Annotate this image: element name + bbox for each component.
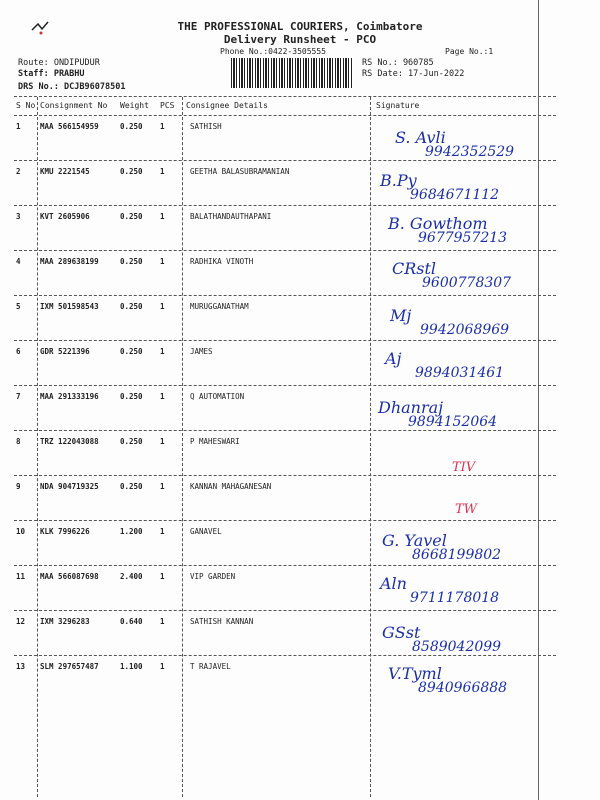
row-weight: 0.640 bbox=[120, 617, 143, 626]
page-number: Page No.:1 bbox=[445, 47, 494, 56]
col-header-sno: S No bbox=[16, 101, 36, 110]
row-consignment: MAA 566154959 bbox=[40, 122, 99, 131]
row-separator bbox=[14, 205, 556, 206]
row-consignee: JAMES bbox=[190, 347, 213, 356]
row-pcs: 1 bbox=[160, 257, 165, 266]
signature-name: B. Gowthom bbox=[388, 214, 488, 233]
row-sno: 8 bbox=[16, 437, 21, 446]
signature-name: Mj bbox=[390, 306, 412, 325]
signature-name: CRstl bbox=[392, 259, 437, 278]
row-pcs: 1 bbox=[160, 527, 165, 536]
runsheet-title: Delivery Runsheet - PCO bbox=[223, 33, 377, 46]
signature-name: GSst bbox=[382, 623, 421, 642]
table-top-border bbox=[14, 96, 556, 97]
row-consignee: VIP GARDEN bbox=[190, 572, 236, 581]
signature-phone: 9942352529 bbox=[425, 144, 515, 160]
row-separator bbox=[14, 250, 556, 251]
row-consignment: GDR 5221396 bbox=[40, 347, 90, 356]
col-header-consignment: Consignment No bbox=[40, 101, 108, 110]
signature-phone: 9942068969 bbox=[420, 322, 510, 338]
row-sno: 11 bbox=[16, 572, 26, 581]
row-pcs: 1 bbox=[160, 302, 165, 311]
row-consignee: T RAJAVEL bbox=[190, 662, 231, 671]
row-sno: 9 bbox=[16, 482, 21, 491]
row-pcs: 1 bbox=[160, 392, 165, 401]
row-consignee: SATHISH bbox=[190, 122, 222, 131]
signature-name: Aln bbox=[380, 574, 407, 593]
signature-name: S. Avli bbox=[395, 128, 446, 147]
row-separator bbox=[14, 160, 556, 161]
row-weight: 1.200 bbox=[120, 527, 143, 536]
row-separator bbox=[14, 655, 556, 656]
signature-phone: 8940966888 bbox=[418, 680, 508, 696]
row-consignee: Q AUTOMATION bbox=[190, 392, 245, 401]
col-divider bbox=[37, 97, 38, 797]
col-header-signature: Signature bbox=[376, 101, 420, 110]
row-weight: 0.250 bbox=[120, 482, 143, 491]
row-consignment: MAA 566087698 bbox=[40, 572, 99, 581]
staff: Staff: PRABHU bbox=[18, 69, 85, 79]
row-consignee: BALATHANDAUTHAPANI bbox=[190, 212, 272, 221]
row-sno: 4 bbox=[16, 257, 21, 266]
signature-name: B.Py bbox=[380, 171, 417, 190]
row-weight: 0.250 bbox=[120, 347, 143, 356]
row-weight: 0.250 bbox=[120, 302, 143, 311]
signature-phone: 9894031461 bbox=[415, 365, 505, 381]
row-consignment: IXM 3296283 bbox=[40, 617, 90, 626]
page-edge-line bbox=[538, 0, 539, 800]
header-bottom-border bbox=[14, 115, 556, 116]
row-sno: 6 bbox=[16, 347, 21, 356]
col-divider bbox=[182, 97, 183, 797]
row-sno: 3 bbox=[16, 212, 21, 221]
signature-phone: 9600778307 bbox=[422, 275, 512, 291]
row-consignment: NDA 904719325 bbox=[40, 482, 99, 491]
col-header-consignee: Consignee Details bbox=[186, 101, 268, 110]
rs-date: RS Date: 17-Jun-2022 bbox=[362, 69, 465, 79]
col-divider bbox=[370, 97, 371, 797]
row-consignment: IXM 501598543 bbox=[40, 302, 99, 311]
row-pcs: 1 bbox=[160, 662, 165, 671]
route: Route: ONDIPUDUR bbox=[18, 58, 100, 68]
row-consignment: KLK 7996226 bbox=[40, 527, 90, 536]
row-consignee: MURUGGANATHAM bbox=[190, 302, 249, 311]
row-consignee: GANAVEL bbox=[190, 527, 222, 536]
signature-phone: 9894152064 bbox=[408, 414, 498, 430]
row-pcs: 1 bbox=[160, 482, 165, 491]
barcode bbox=[231, 58, 353, 88]
row-weight: 0.250 bbox=[120, 437, 143, 446]
signature-phone: 9711178018 bbox=[410, 590, 500, 606]
row-separator bbox=[14, 610, 556, 611]
row-consignment: TRZ 122043088 bbox=[40, 437, 99, 446]
signature-phone: 9677957213 bbox=[418, 230, 508, 246]
row-separator bbox=[14, 295, 556, 296]
signature-phone: 9684671112 bbox=[410, 187, 500, 203]
row-sno: 2 bbox=[16, 167, 21, 176]
row-pcs: 1 bbox=[160, 122, 165, 131]
drs-number: DRS No.: DCJB96078501 bbox=[18, 82, 126, 92]
signature-name: Aj bbox=[385, 349, 402, 368]
row-separator bbox=[14, 340, 556, 341]
signature-phone: 8668199802 bbox=[412, 547, 502, 563]
signature-phone: 8589042099 bbox=[412, 639, 502, 655]
row-pcs: 1 bbox=[160, 437, 165, 446]
signature-name: G. Yavel bbox=[382, 531, 447, 550]
row-separator bbox=[14, 385, 556, 386]
row-consignee: SATHISH KANNAN bbox=[190, 617, 254, 626]
row-weight: 0.250 bbox=[120, 257, 143, 266]
row-pcs: 1 bbox=[160, 212, 165, 221]
row-sno: 10 bbox=[16, 527, 26, 536]
row-consignment: KMU 2221545 bbox=[40, 167, 90, 176]
row-weight: 0.250 bbox=[120, 392, 143, 401]
row-sno: 12 bbox=[16, 617, 26, 626]
row-consignment: SLM 297657487 bbox=[40, 662, 99, 671]
row-weight: 0.250 bbox=[120, 212, 143, 221]
rs-number: RS No.: 960785 bbox=[362, 58, 434, 68]
company-title: THE PROFESSIONAL COURIERS, Coimbatore bbox=[177, 20, 423, 33]
phone-number: Phone No.:0422-3505555 bbox=[220, 47, 326, 56]
annotation-mark: TW bbox=[455, 502, 478, 517]
row-pcs: 1 bbox=[160, 347, 165, 356]
row-weight: 2.400 bbox=[120, 572, 143, 581]
row-consignee: RADHIKA VINOTH bbox=[190, 257, 254, 266]
row-weight: 0.250 bbox=[120, 122, 143, 131]
row-consignee: GEETHA BALASUBRAMANIAN bbox=[190, 167, 290, 176]
row-separator bbox=[14, 430, 556, 431]
row-separator bbox=[14, 565, 556, 566]
row-separator bbox=[14, 520, 556, 521]
col-header-pcs: PCS bbox=[160, 101, 175, 110]
row-consignee: KANNAN MAHAGANESAN bbox=[190, 482, 272, 491]
row-pcs: 1 bbox=[160, 167, 165, 176]
signature-name: Dhanraj bbox=[378, 398, 444, 417]
row-consignment: MAA 291333196 bbox=[40, 392, 99, 401]
row-pcs: 1 bbox=[160, 617, 165, 626]
row-sno: 1 bbox=[16, 122, 21, 131]
row-sno: 7 bbox=[16, 392, 21, 401]
row-sno: 13 bbox=[16, 662, 26, 671]
row-consignment: MAA 289638199 bbox=[40, 257, 99, 266]
row-weight: 0.250 bbox=[120, 167, 143, 176]
annotation-mark: TIV bbox=[452, 460, 476, 475]
row-consignee: P MAHESWARI bbox=[190, 437, 240, 446]
row-sno: 5 bbox=[16, 302, 21, 311]
col-header-weight: Weight bbox=[120, 101, 149, 110]
row-pcs: 1 bbox=[160, 572, 165, 581]
row-separator bbox=[14, 475, 556, 476]
row-consignment: KVT 2605906 bbox=[40, 212, 90, 221]
row-weight: 1.100 bbox=[120, 662, 143, 671]
signature-name: V.Tyml bbox=[388, 664, 442, 683]
